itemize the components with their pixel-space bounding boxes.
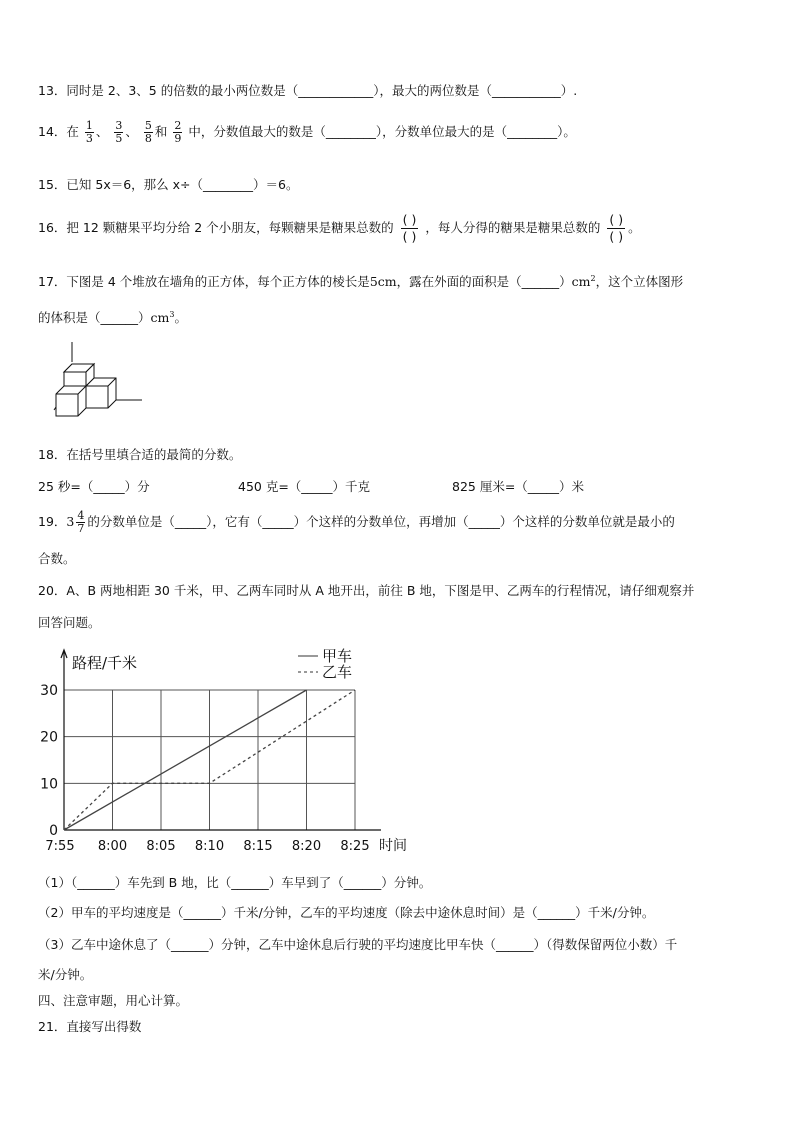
series-line-jia <box>64 690 307 830</box>
q17-text-d: 的体积是（______） <box>38 310 151 326</box>
question-16 <box>38 212 641 245</box>
question-20-line2 <box>38 614 101 632</box>
edge-length: 5cm <box>369 274 397 290</box>
question-18-title <box>38 446 241 464</box>
q14-prefix: 14．在 <box>38 124 79 139</box>
q16-part1: 16．把 12 颗糖果平均分给 2 个小朋友，每颗糖果是糖果总数的 <box>38 220 394 235</box>
x-tick-label: 8:10 <box>194 839 225 854</box>
x-tick-label: 8:15 <box>243 839 273 854</box>
blank-fraction[interactable]: $\frac{( )}{( )}$ <box>609 212 624 244</box>
x-tick-label: 8:00 <box>97 839 128 854</box>
q18-item-1 <box>38 478 150 496</box>
y-tick-label: 30 <box>40 683 58 699</box>
separator: 、 <box>125 124 138 139</box>
unit-sup: 2 <box>590 274 596 283</box>
question-20-sub3-line2 <box>38 966 92 984</box>
question-19 <box>38 510 675 535</box>
mixed-fraction: $\frac{4}{7}$ <box>77 509 85 535</box>
cubes-figure <box>46 338 146 418</box>
unit-sup: 3 <box>169 310 175 319</box>
question-20-sub3-line1 <box>38 936 677 954</box>
question-15 <box>38 176 298 194</box>
separator: 和 <box>154 124 168 139</box>
q20-sub1: （1）（______）车先到 B 地，比（______）车早到了（______）分钟。 <box>38 875 432 890</box>
question-21 <box>38 1018 141 1036</box>
question-20-sub2 <box>38 904 654 922</box>
q17-text-e: 。 <box>174 310 187 326</box>
q17-text-a: 17．下图是 4 个堆放在墙角的正方体，每个正方体的棱长是 <box>38 274 370 290</box>
separator: 、 <box>95 124 109 139</box>
y-axis-label: 路程/千米 <box>72 654 138 672</box>
q17-text-b: ，露在外面的面积是（______） <box>396 274 572 290</box>
unit-area: cm <box>571 274 591 290</box>
question-20-sub1 <box>38 874 431 892</box>
q21-text: 21．直接写出得数 <box>38 1019 142 1034</box>
q20-text: 20．A、B 两地相距 30 千米，甲、乙两车同时从 A 地开出，前往 B 地，下图是甲、乙两车的行程情况，请仔细观察并 <box>38 583 695 598</box>
q18-title: 18．在括号里填合适的最简的分数。 <box>38 447 242 462</box>
y-tick-label: 20 <box>40 729 58 746</box>
q20-sub3-cont: 米/分钟。 <box>38 967 93 982</box>
question-13 <box>38 82 577 100</box>
fraction-3-5: $\frac{3}{5}$ <box>115 119 123 145</box>
question-14 <box>38 120 576 145</box>
q16-part2: ，每人分得的糖果是糖果总数的 <box>425 220 601 235</box>
q17-text-c: ，这个立体图形 <box>595 274 684 290</box>
question-20-line1 <box>38 582 694 600</box>
x-tick-label: 8:25 <box>340 839 370 854</box>
q18-item-2 <box>238 478 370 496</box>
q14-suffix: 中，分数值最大的数是（________），分数单位最大的是（________）。 <box>188 124 576 139</box>
mixed-whole: 3 <box>66 514 75 529</box>
fraction-5-8: $\frac{5}{8}$ <box>144 119 152 145</box>
q18-item-text: 825 厘米=（_____）米 <box>452 479 585 494</box>
blank-fraction[interactable]: $\frac{( )}{( )}$ <box>402 212 417 244</box>
q19-text: 的分数单位是（_____），它有（_____）个这样的分数单位，再增加（_____）个这样的分数单位就是最小的 <box>87 514 675 529</box>
q20-sub3: （3）乙车中途休息了（______）分钟，乙车中途休息后行驶的平均速度比甲车快（______）（得数保留两位小数）千 <box>38 937 678 952</box>
question-19-line2 <box>38 550 76 568</box>
q18-item-text: 450 克=（_____）千克 <box>238 479 371 494</box>
x-tick-label: 8:20 <box>291 839 322 854</box>
fraction-2-9: $\frac{2}{9}$ <box>174 119 182 145</box>
x-tick-label: 7:55 <box>45 839 75 854</box>
q19-line2: 合数。 <box>38 551 76 566</box>
y-tick-label: 10 <box>40 776 58 793</box>
q18-item-text: 25 秒=（_____）分 <box>38 479 150 494</box>
question-17-line2 <box>38 306 187 327</box>
q18-item-3 <box>452 478 584 496</box>
q20-sub2: （2）甲车的平均速度是（______）千米/分钟，乙车的平均速度（除去中途休息时间）是（______）千米/分钟。 <box>38 905 655 920</box>
section-title: 四、注意审题，用心计算。 <box>38 993 189 1008</box>
section-4-heading <box>38 992 188 1010</box>
q13-text: 13．同时是 2、3、5 的倍数的最小两位数是（____________），最大的两位数是（___________）. <box>38 83 578 98</box>
q20-text-2: 回答问题。 <box>38 615 101 630</box>
legend-label: 乙车 <box>322 663 353 681</box>
fraction-1-3: $\frac{1}{3}$ <box>85 119 93 145</box>
q16-part3: 。 <box>628 220 641 235</box>
q19-prefix: 19． <box>38 514 67 529</box>
q15-text: 15．已知 5x＝6，那么 x÷（________）＝6。 <box>38 177 299 192</box>
x-tick-label: 8:05 <box>146 839 176 854</box>
distance-time-chart <box>30 644 430 860</box>
y-tick-label: 0 <box>49 823 58 839</box>
unit-volume: cm <box>150 310 170 326</box>
question-17-line1 <box>38 270 683 291</box>
x-axis-label: 时间 <box>379 838 407 854</box>
legend-label: 甲车 <box>322 647 353 665</box>
